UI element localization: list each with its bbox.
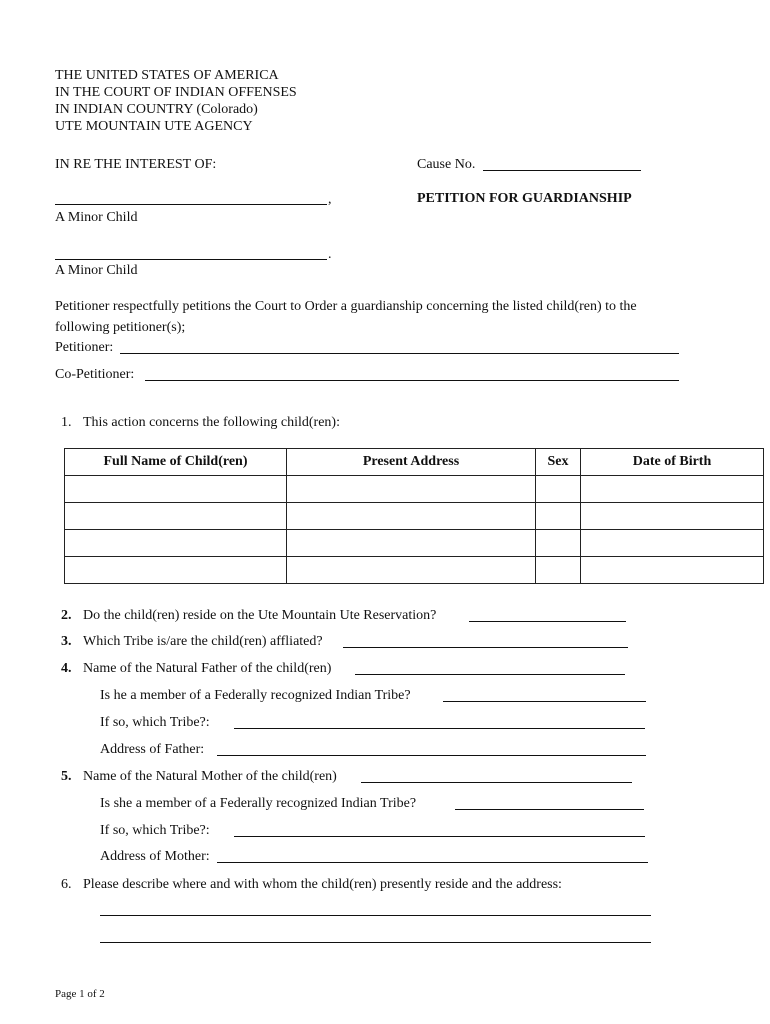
question-4-text: Name of the Natural Father of the child(ren) <box>83 661 332 676</box>
col-header-present-address: Present Address <box>287 449 536 476</box>
cell-date-of-birth[interactable] <box>581 503 764 530</box>
cell-child-name[interactable] <box>65 557 287 584</box>
question-6 <box>61 876 562 893</box>
question-5-text: Name of the Natural Mother of the child(ren) <box>83 769 337 784</box>
residence-description-line-2[interactable] <box>100 942 651 943</box>
court-header-line1: THE UNITED STATES OF AMERICA <box>55 68 279 83</box>
minor-child-1-name-field[interactable] <box>55 204 327 205</box>
children-table <box>64 448 764 584</box>
intro-text-line1: Petitioner respectfully petitions the Court to Order a guardianship concerning the listed child(ren) to the <box>55 299 637 314</box>
court-header-line3: IN INDIAN COUNTRY (Colorado) <box>55 102 258 117</box>
mother-address-field[interactable] <box>217 862 648 863</box>
mother-tribe-member-field[interactable] <box>455 809 644 810</box>
mother-address-label: Address of Mother: <box>100 849 210 864</box>
mother-tribe-member-label: Is she a member of a Federally recognized Indian Tribe? <box>100 796 417 811</box>
cause-number-label: Cause No. <box>417 157 476 172</box>
minor-child-2-name-field[interactable] <box>55 259 327 260</box>
cell-sex[interactable] <box>536 530 581 557</box>
court-header-line4: UTE MOUNTAIN UTE AGENCY <box>55 119 253 134</box>
intro-text-line2: following petitioner(s); <box>55 320 186 335</box>
col-header-full-name: Full Name of Child(ren) <box>65 449 287 476</box>
question-5-number: 5. <box>61 769 72 784</box>
table-row <box>65 557 764 584</box>
cell-present-address[interactable] <box>287 476 536 503</box>
question-5 <box>61 768 337 785</box>
col-header-sex: Sex <box>536 449 581 476</box>
petitioner-field[interactable] <box>120 353 679 354</box>
co-petitioner-label: Co-Petitioner: <box>55 367 135 382</box>
petition-title: PETITION FOR GUARDIANSHIP <box>417 191 632 206</box>
minor-child-2-label: A Minor Child <box>55 263 138 278</box>
petitioner-label: Petitioner: <box>55 340 114 355</box>
item-1-number: 1. <box>61 415 72 430</box>
cell-date-of-birth[interactable] <box>581 476 764 503</box>
cell-child-name[interactable] <box>65 530 287 557</box>
residence-description-line-1[interactable] <box>100 915 651 916</box>
page-number: Page 1 of 2 <box>55 988 105 1000</box>
reside-on-reservation-field[interactable] <box>469 621 626 622</box>
item-1 <box>61 414 340 431</box>
co-petitioner-field[interactable] <box>145 380 679 381</box>
minor-child-1-comma: , <box>328 192 332 207</box>
cell-date-of-birth[interactable] <box>581 557 764 584</box>
question-2-number: 2. <box>61 608 72 623</box>
cell-date-of-birth[interactable] <box>581 530 764 557</box>
father-address-field[interactable] <box>217 755 646 756</box>
cell-present-address[interactable] <box>287 503 536 530</box>
col-header-date-of-birth: Date of Birth <box>581 449 764 476</box>
question-4-number: 4. <box>61 661 72 676</box>
father-tribe-label: If so, which Tribe?: <box>100 715 210 730</box>
minor-child-2-period: . <box>328 247 332 262</box>
mother-tribe-field[interactable] <box>234 836 645 837</box>
cell-present-address[interactable] <box>287 557 536 584</box>
question-3-number: 3. <box>61 634 72 649</box>
cell-sex[interactable] <box>536 476 581 503</box>
item-1-text: This action concerns the following child(ren): <box>83 415 340 430</box>
father-address-label: Address of Father: <box>100 742 205 757</box>
cell-sex[interactable] <box>536 503 581 530</box>
question-4 <box>61 660 331 677</box>
table-header-row <box>65 449 764 476</box>
court-header-line2: IN THE COURT OF INDIAN OFFENSES <box>55 85 297 100</box>
question-2-text: Do the child(ren) reside on the Ute Mountain Ute Reservation? <box>83 608 437 623</box>
child-tribe-field[interactable] <box>343 647 628 648</box>
cell-present-address[interactable] <box>287 530 536 557</box>
father-tribe-field[interactable] <box>234 728 645 729</box>
mother-name-field[interactable] <box>361 782 632 783</box>
in-re-label: IN RE THE INTEREST OF: <box>55 157 217 172</box>
cell-child-name[interactable] <box>65 503 287 530</box>
question-6-number: 6. <box>61 877 72 892</box>
father-tribe-member-label: Is he a member of a Federally recognized Indian Tribe? <box>100 688 411 703</box>
question-3 <box>61 633 323 650</box>
cause-number-field[interactable] <box>483 170 641 171</box>
table-row <box>65 503 764 530</box>
father-name-field[interactable] <box>355 674 625 675</box>
question-2 <box>61 607 436 624</box>
cell-child-name[interactable] <box>65 476 287 503</box>
mother-tribe-label: If so, which Tribe?: <box>100 823 210 838</box>
question-6-text: Please describe where and with whom the child(ren) presently reside and the address: <box>83 877 562 892</box>
table-row <box>65 530 764 557</box>
father-tribe-member-field[interactable] <box>443 701 646 702</box>
cell-sex[interactable] <box>536 557 581 584</box>
minor-child-1-label: A Minor Child <box>55 210 138 225</box>
table-row <box>65 476 764 503</box>
question-3-text: Which Tribe is/are the child(ren) affliated? <box>83 634 323 649</box>
